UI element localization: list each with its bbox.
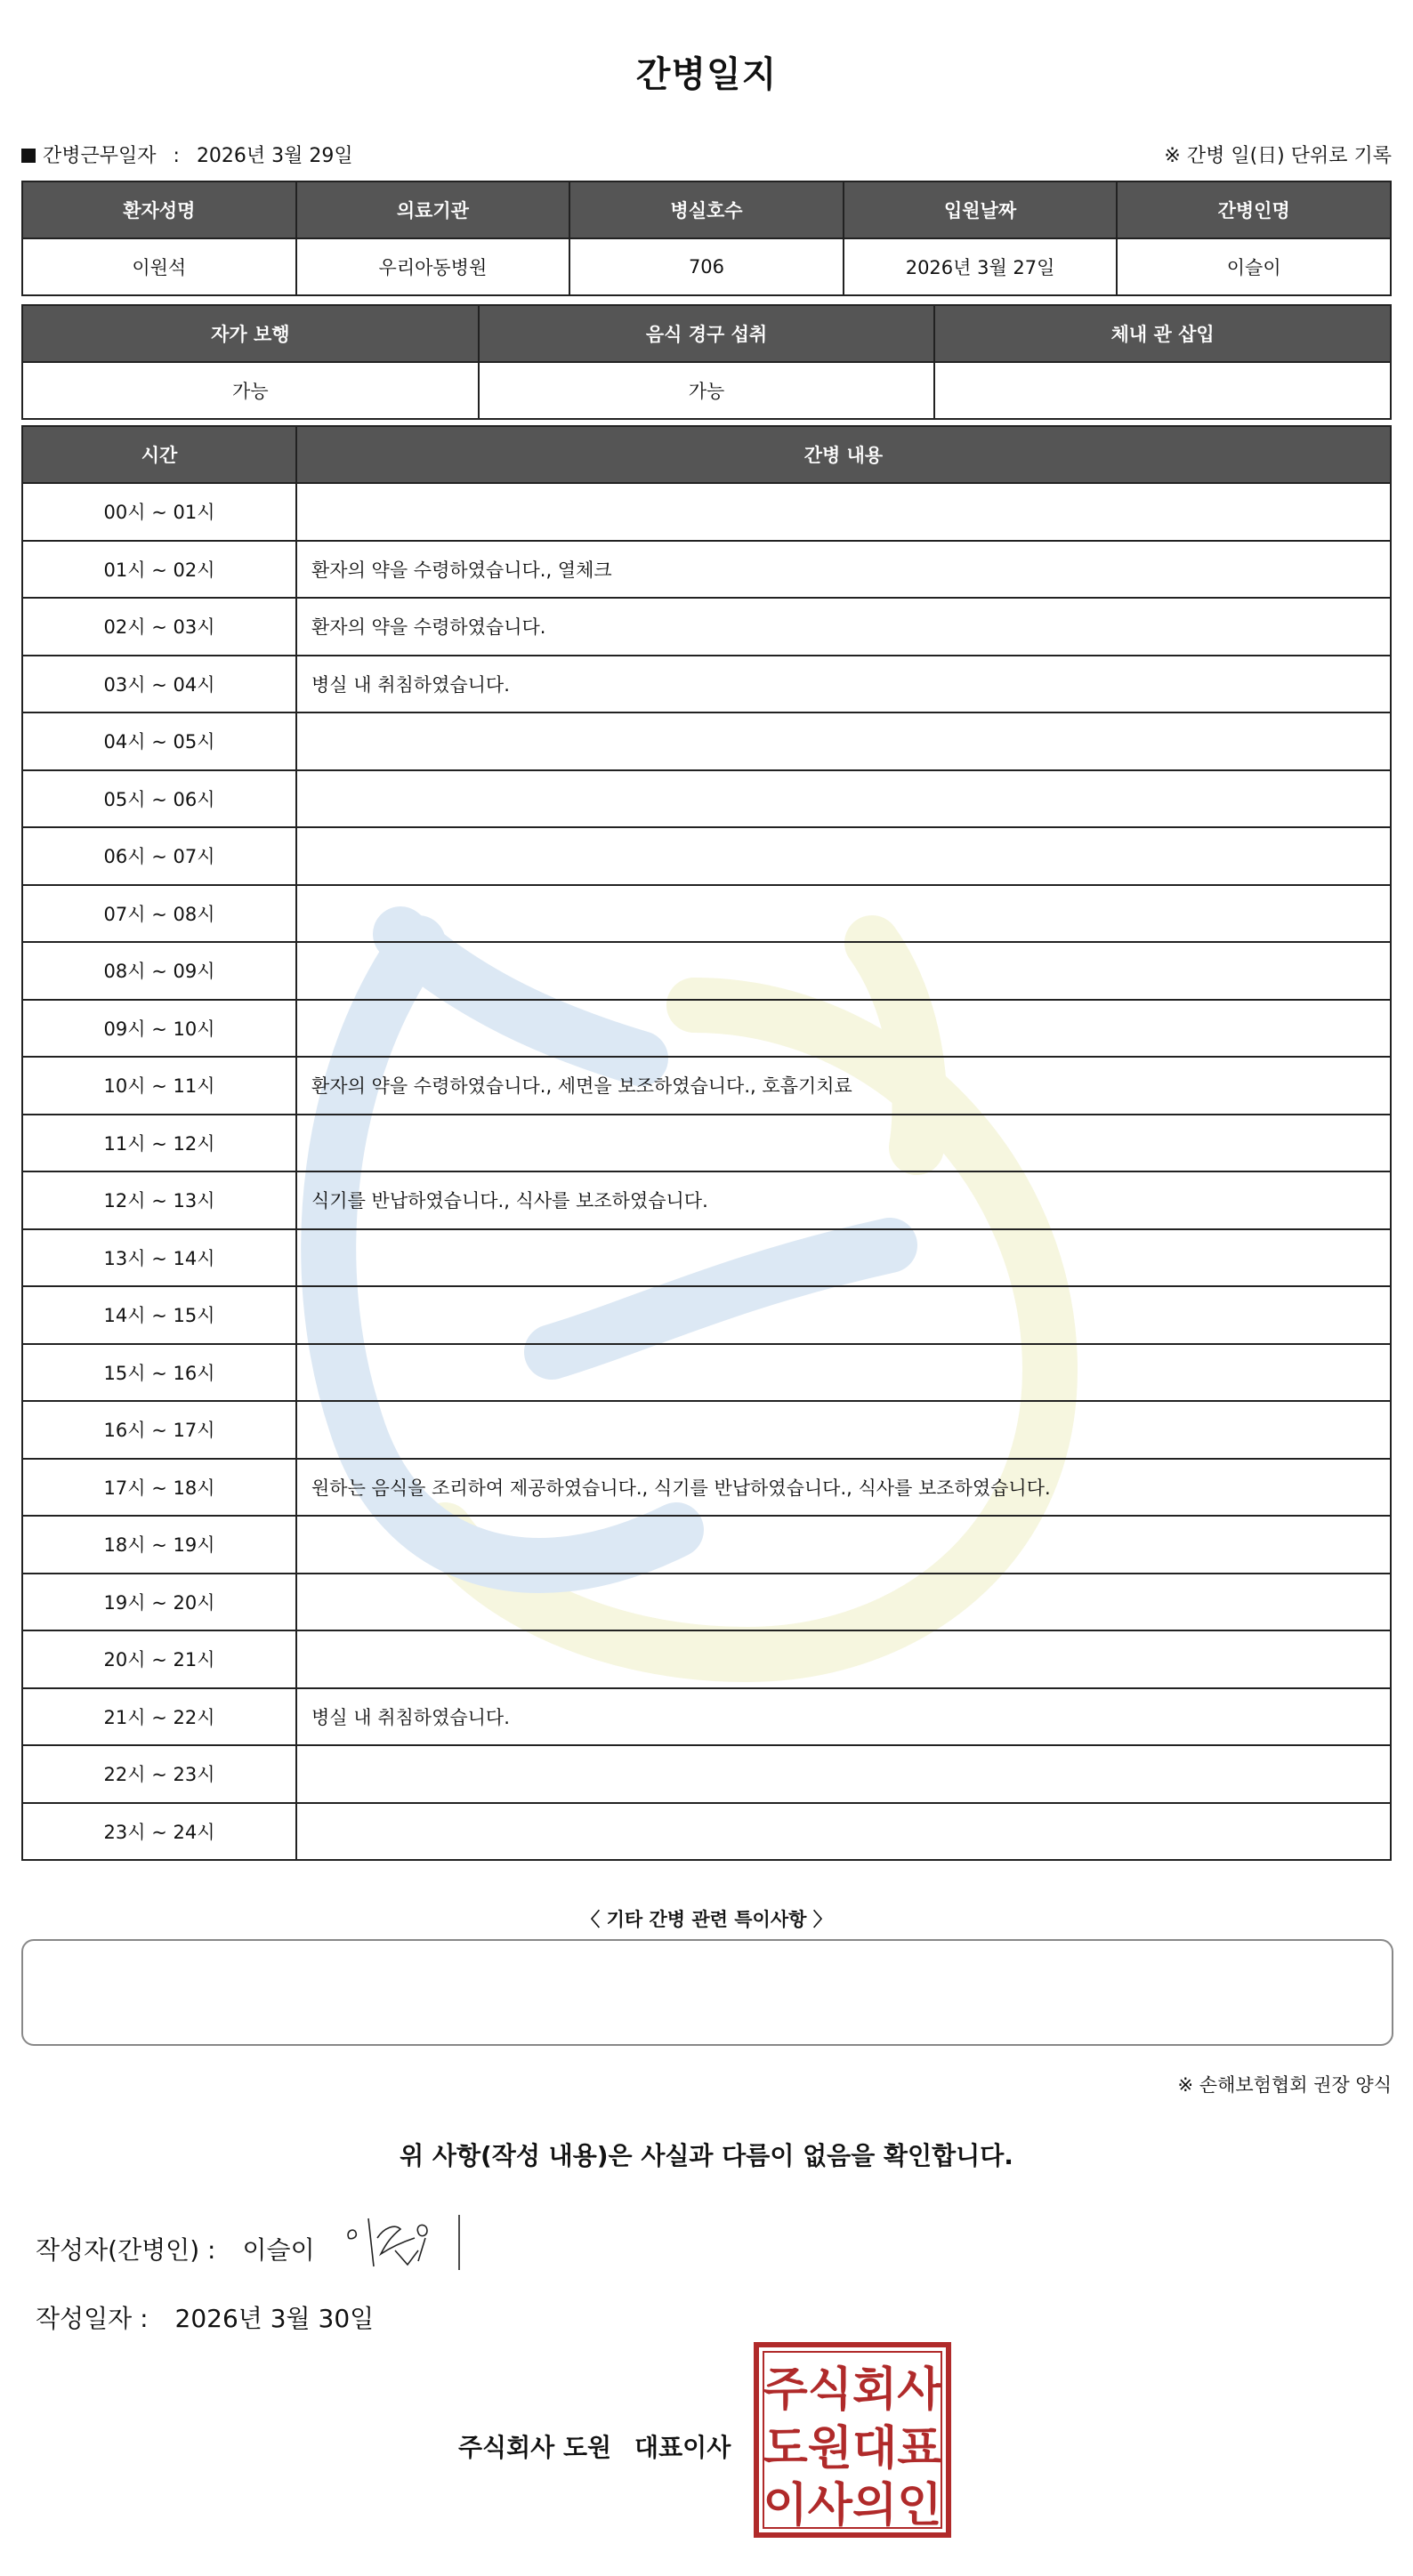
table-row (22, 1803, 1391, 1861)
care-content-cell (296, 1115, 1391, 1172)
time-cell: 21시 ~ 22시 (22, 1688, 296, 1746)
table-row (22, 1688, 1391, 1746)
time-cell: 13시 ~ 14시 (22, 1229, 296, 1287)
header-patient-name: 환자성명 (22, 181, 296, 238)
care-content-cell: 식기를 반납하였습니다., 식사를 보조하였습니다. (296, 1171, 1391, 1229)
table-row (22, 1745, 1391, 1803)
table-row (22, 1000, 1391, 1058)
table-row (22, 942, 1391, 1000)
written-date-row (36, 2299, 374, 2335)
notes-title: 〈 기타 간병 관련 특이사항 〉 (581, 1909, 832, 1930)
patient-status-table (21, 304, 1392, 420)
work-date-label: 간병근무일자 (43, 145, 157, 167)
table-row (22, 1401, 1391, 1459)
header-room-number: 병실호수 (569, 181, 844, 238)
table-row (22, 1574, 1391, 1631)
table-row (22, 1630, 1391, 1688)
care-content-cell (296, 483, 1391, 541)
time-cell: 22시 ~ 23시 (22, 1745, 296, 1803)
room-number: 706 (569, 238, 844, 295)
care-content-cell: 병실 내 취침하였습니다. (296, 1688, 1391, 1746)
work-date-group (21, 141, 353, 168)
header-tube-insertion: 체내 관 삽입 (934, 305, 1391, 362)
care-content-cell: 병실 내 취침하였습니다. (296, 656, 1391, 713)
caregiver-name: 이슬이 (1117, 238, 1391, 295)
care-content-cell (296, 712, 1391, 770)
care-content-cell: 환자의 약을 수령하였습니다., 열체크 (296, 541, 1391, 599)
care-content-cell: 원하는 음식을 조리하여 제공하였습니다., 식기를 반납하였습니다., 식사를 보조하였습니다. (296, 1459, 1391, 1517)
svg-text:주식회사: 주식회사 (763, 2363, 942, 2417)
care-content-cell (296, 1516, 1391, 1574)
table-row (22, 712, 1391, 770)
table-row (22, 1115, 1391, 1172)
time-cell: 06시 ~ 07시 (22, 827, 296, 885)
writer-label: 작성자(간병인) : (36, 2235, 216, 2265)
time-cell: 11시 ~ 12시 (22, 1115, 296, 1172)
table-row (22, 1229, 1391, 1287)
table-row (22, 827, 1391, 885)
self-walking: 가능 (22, 362, 479, 419)
written-date-value: 2026년 3월 30일 (174, 2304, 375, 2333)
time-cell: 00시 ~ 01시 (22, 483, 296, 541)
time-cell: 19시 ~ 20시 (22, 1574, 296, 1631)
time-cell: 09시 ~ 10시 (22, 1000, 296, 1058)
time-cell: 20시 ~ 21시 (22, 1630, 296, 1688)
work-date-value: 2026년 3월 29일 (196, 145, 353, 167)
time-cell: 17시 ~ 18시 (22, 1459, 296, 1517)
table-row (22, 1344, 1391, 1402)
care-content-cell (296, 1745, 1391, 1803)
table-row (22, 483, 1391, 541)
care-content-cell (296, 1630, 1391, 1688)
table-row (22, 1286, 1391, 1344)
company-signature-line (458, 2428, 731, 2464)
table-row (22, 1516, 1391, 1574)
time-cell: 14시 ~ 15시 (22, 1286, 296, 1344)
writer-row (36, 2231, 315, 2266)
oral-intake: 가능 (479, 362, 935, 419)
care-content-cell: 환자의 약을 수령하였습니다., 세면을 보조하였습니다., 호흡기치료 (296, 1057, 1391, 1115)
time-cell: 01시 ~ 02시 (22, 541, 296, 599)
work-date-separator: : (173, 145, 180, 167)
care-content-cell (296, 1803, 1391, 1861)
table-row (22, 598, 1391, 656)
institution: 우리아동병원 (296, 238, 570, 295)
table-row (22, 1171, 1391, 1229)
care-content-cell (296, 827, 1391, 885)
header-care-content: 간병 내용 (296, 426, 1391, 483)
header-oral-intake: 음식 경구 섭취 (479, 305, 935, 362)
notes-box (21, 1939, 1393, 2046)
header-institution: 의료기관 (296, 181, 570, 238)
table-row (22, 656, 1391, 713)
company-seal (753, 2341, 952, 2539)
care-content-cell (296, 942, 1391, 1000)
company-name: 주식회사 도원 (458, 2433, 612, 2462)
written-date-label: 작성일자 : (36, 2304, 149, 2333)
care-content-cell (296, 770, 1391, 828)
time-cell: 08시 ~ 09시 (22, 942, 296, 1000)
patient-info-table (21, 181, 1392, 296)
page-title: 간병일지 (635, 54, 778, 95)
patient-name: 이원석 (22, 238, 296, 295)
care-content-cell (296, 1574, 1391, 1631)
time-cell: 16시 ~ 17시 (22, 1401, 296, 1459)
time-cell: 07시 ~ 08시 (22, 885, 296, 943)
header-time: 시간 (22, 426, 296, 483)
header-admission-date: 입원날짜 (844, 181, 1118, 238)
time-cell: 15시 ~ 16시 (22, 1344, 296, 1402)
svg-text:도원대표: 도원대표 (763, 2422, 942, 2475)
tube-insertion (934, 362, 1391, 419)
record-note: ※ 간병 일(日) 단위로 기록 (1164, 145, 1392, 167)
care-content-cell (296, 1401, 1391, 1459)
svg-text:이사의인: 이사의인 (763, 2479, 942, 2532)
confirmation-statement: 위 사항(작성 내용)은 사실과 다름이 없음을 확인합니다. (400, 2141, 1013, 2170)
care-content-cell (296, 1229, 1391, 1287)
writer-name: 이슬이 (242, 2235, 315, 2265)
care-content-cell (296, 1000, 1391, 1058)
table-row (22, 885, 1391, 943)
header-caregiver-name: 간병인명 (1117, 181, 1391, 238)
table-row (22, 1057, 1391, 1115)
care-log-body (22, 483, 1391, 1860)
table-row (22, 1459, 1391, 1517)
care-content-cell (296, 1286, 1391, 1344)
care-content-cell (296, 1344, 1391, 1402)
time-cell: 03시 ~ 04시 (22, 656, 296, 713)
time-cell: 18시 ~ 19시 (22, 1516, 296, 1574)
table-row (22, 541, 1391, 599)
time-cell: 12시 ~ 13시 (22, 1171, 296, 1229)
time-cell: 04시 ~ 05시 (22, 712, 296, 770)
recommendation-note: ※ 손해보험협회 권장 양식 (1177, 2074, 1392, 2096)
time-cell: 05시 ~ 06시 (22, 770, 296, 828)
care-content-cell: 환자의 약을 수령하였습니다. (296, 598, 1391, 656)
handwritten-signature (342, 2211, 466, 2274)
time-cell: 23시 ~ 24시 (22, 1803, 296, 1861)
header-self-walking: 자가 보행 (22, 305, 479, 362)
representative-title: 대표이사 (634, 2433, 731, 2462)
table-row (22, 770, 1391, 828)
meta-row (21, 141, 1392, 167)
black-square-icon (21, 149, 36, 163)
time-cell: 02시 ~ 03시 (22, 598, 296, 656)
care-log-table (21, 425, 1392, 1861)
admission-date: 2026년 3월 27일 (844, 238, 1118, 295)
care-content-cell (296, 885, 1391, 943)
time-cell: 10시 ~ 11시 (22, 1057, 296, 1115)
